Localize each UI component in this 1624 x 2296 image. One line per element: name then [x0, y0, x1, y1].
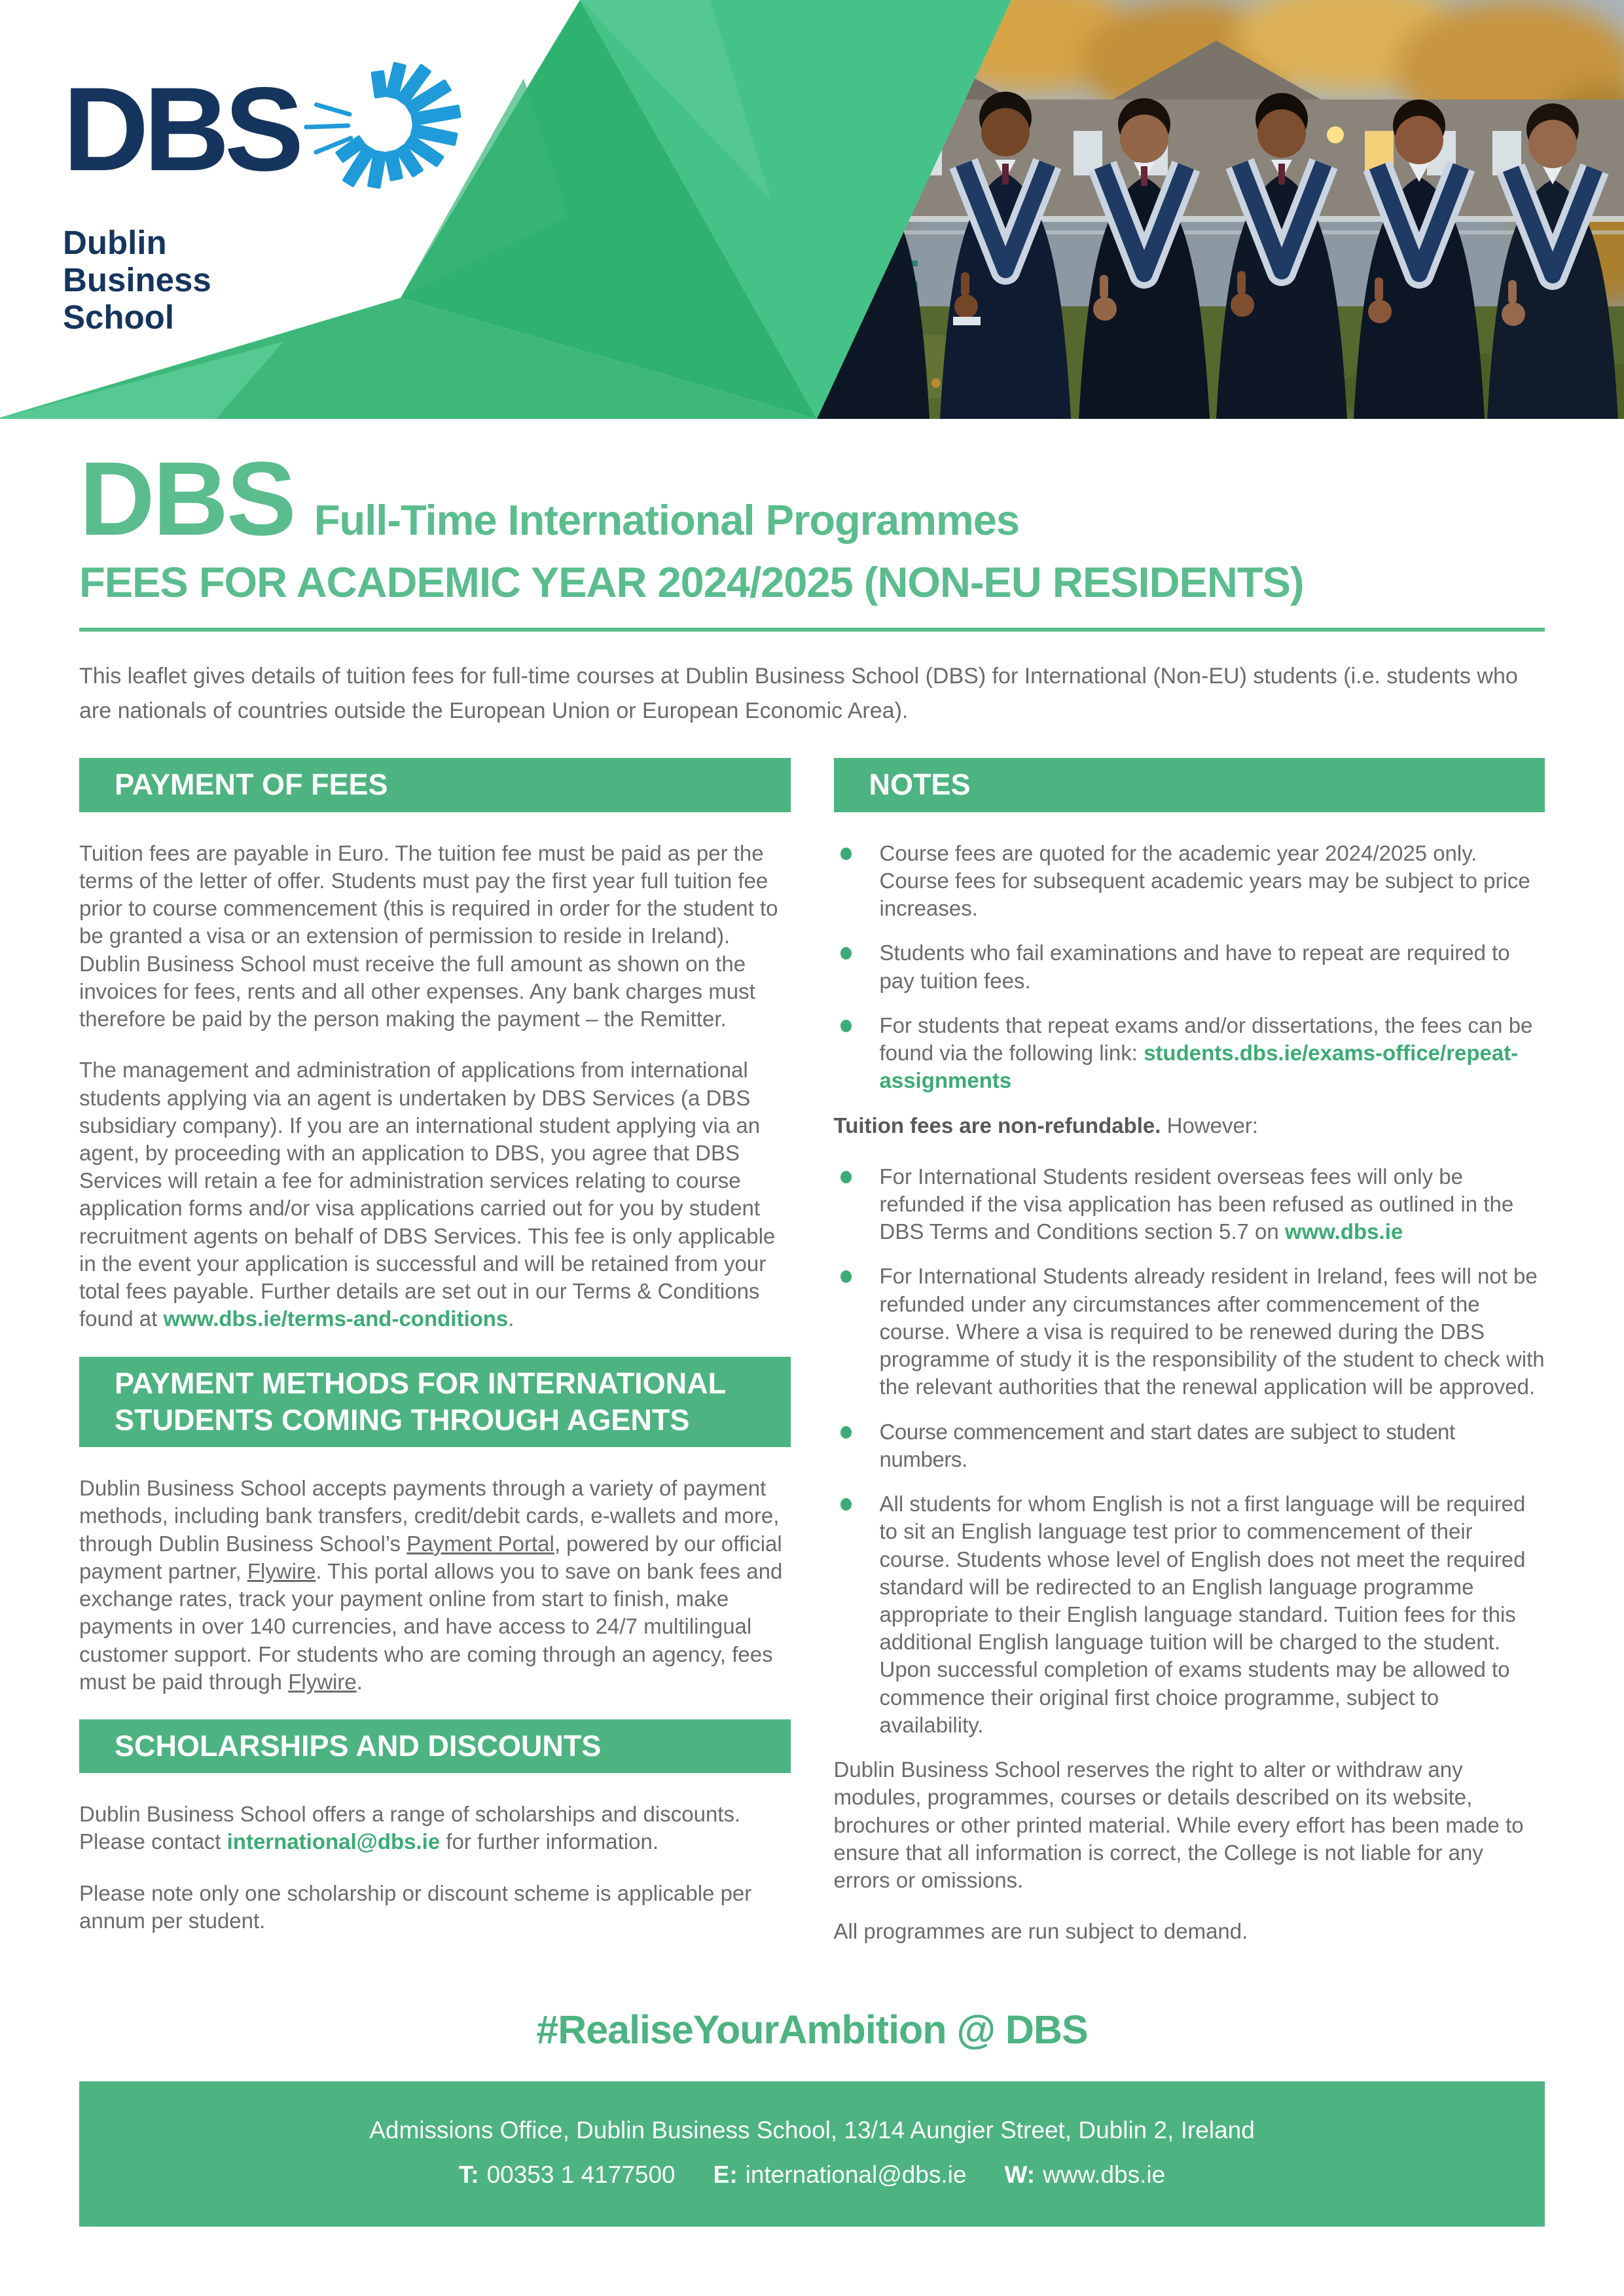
- bullet-text: Course commencement and start dates are subject to student numbers.: [879, 1419, 1455, 1471]
- intro-paragraph: This leaflet gives details of tuition fees for full-time courses at Dublin Business School (DBS) for International (Non-EU) students (i.e. students who are nationals of countries outside the European Union or European Economic Area).: [79, 664, 1518, 723]
- logo-acronym: DBS: [63, 62, 299, 196]
- note-bullet: [834, 1490, 1545, 1739]
- email-link[interactable]: international@dbs.ie: [745, 2161, 967, 2188]
- paragraph-text: Dublin Business School accepts payments through a variety of payment methods, including bank transfers, credit/debit cards, e-wallets and more, through Dublin Business School’s: [79, 1476, 780, 1556]
- demand-paragraph: All programmes are run subject to demand.: [833, 1919, 1248, 1944]
- left-column: [79, 758, 791, 1969]
- logo-line-3: School: [63, 298, 175, 336]
- address-line: Admissions Office, Dublin Business School, 13/14 Aungier Street, Dublin 2, Ireland: [369, 2117, 1255, 2144]
- section-heading-notes: NOTES: [834, 758, 1545, 812]
- bullet-icon: [840, 1426, 852, 1439]
- section-heading-payment-methods: PAYMENT METHODS FOR INTERNATIONAL STUDENTS COMING THROUGH AGENTS: [79, 1357, 791, 1448]
- paragraph-text: .: [356, 1669, 363, 1694]
- dbs-starburst-icon: [302, 42, 467, 207]
- dbs-website-link[interactable]: www.dbs.ie: [1284, 1219, 1403, 1244]
- note-bullet: [834, 1163, 1545, 1246]
- logo-wordmark: [63, 224, 467, 336]
- international-email-link[interactable]: international@dbs.ie: [226, 1829, 441, 1854]
- bullet-text: Students who fail examinations and have to repeat are required to pay tuition fees.: [879, 941, 1510, 993]
- logo-line-1: Dublin: [63, 224, 167, 261]
- note-bullet: [834, 840, 1545, 923]
- bullet-icon: [840, 1270, 852, 1283]
- bullet-text: For students that repeat exams and/or dissertations, the fees can be found via the following link:: [879, 1013, 1533, 1066]
- footer: [79, 2007, 1545, 2227]
- paragraph-text: However:: [1161, 1113, 1258, 1138]
- bullet-icon: [840, 1020, 852, 1032]
- flywire-link[interactable]: Flywire: [247, 1558, 316, 1583]
- repeat-assignments-link[interactable]: students.dbs.ie/exams-office/repeat-assignments: [879, 1041, 1519, 1093]
- page-title: [79, 440, 1545, 557]
- web-item: [1005, 2161, 1166, 2189]
- title-brand: DBS: [79, 440, 295, 557]
- note-bullet: [834, 1263, 1545, 1401]
- main-content: [0, 440, 1624, 1969]
- non-refundable-note: [834, 1112, 1545, 1139]
- hero-header: [0, 0, 1624, 419]
- title-subtitle: Full-Time International Programmes: [314, 496, 1020, 544]
- note-bullet: [834, 939, 1545, 994]
- payment-of-fees-paragraph-1: Tuition fees are payable in Euro. The tuition fee must be paid as per the terms of the letter of offer. Students must pay the first year full tuition fee prior to course commencement (this is required in order for the student to be granted a visa or an extension of permission to reside in Ireland). Dublin Business School must receive the full amount as shown on the invoices for fees, rents and all other expenses. Any bank charges must therefore be paid by the person making the payment – the Remitter.: [79, 840, 778, 1031]
- phone-item: [459, 2161, 676, 2189]
- contact-line: [92, 2161, 1532, 2189]
- web-label: W:: [1004, 2161, 1036, 2188]
- paragraph-text: , powered by our official payment partner,: [79, 1531, 782, 1583]
- bullet-icon: [840, 947, 852, 960]
- bullet-icon: [840, 1498, 852, 1511]
- phone-label: T:: [458, 2161, 479, 2188]
- title-fees-line: FEES FOR ACADEMIC YEAR 2024/2025 (NON-EU RESIDENTS): [79, 558, 1304, 606]
- flywire-link[interactable]: Flywire: [288, 1669, 357, 1694]
- paragraph-text: for further information.: [440, 1829, 659, 1854]
- right-column: [834, 758, 1545, 1969]
- payment-of-fees-paragraph-2: [79, 1056, 791, 1333]
- email-label: E:: [713, 2161, 738, 2188]
- bullet-text: For International Students already resident in Ireland, fees will not be refunded under any circumstances after commencement of the course. Where a visa is required to be renewed during the DBS programme of study it is the responsibility of the student to check with the relevant authorities that the renewal application will be approved.: [879, 1264, 1545, 1399]
- phone-number: 00353 1 4177500: [486, 2161, 676, 2188]
- paragraph-text: The management and administration of applications from international students applying via an agent is undertaken by DBS Services (a DBS subsidiary company). If you are an international student applying via an agent, by proceeding with an application to DBS, you agree that DBS Services will retain a fee for administration services relating to course application forms and/or visa applications carried out for you by student recruitment agents on behalf of DBS Services. This fee is only applicable in the event your application is successful and will be retained from your total fees payable. Further details are set out in our Terms & Conditions found at: [79, 1058, 776, 1331]
- terms-and-conditions-link[interactable]: www.dbs.ie/terms-and-conditions: [163, 1306, 509, 1331]
- bullet-icon: [840, 848, 852, 860]
- section-heading-payment-of-fees: PAYMENT OF FEES: [79, 758, 791, 812]
- email-item: [713, 2161, 967, 2189]
- scholarships-paragraph-2: Please note only one scholarship or discount scheme is applicable per annum per student.: [79, 1880, 752, 1933]
- payment-methods-paragraph: [79, 1475, 791, 1696]
- non-refundable-bold: Tuition fees are non-refundable.: [833, 1113, 1161, 1138]
- hashtag-slogan: #RealiseYourAmbition @ DBS: [536, 2007, 1088, 2052]
- disclaimer-paragraph: Dublin Business School reserves the right to alter or withdraw any modules, programmes, courses or details described on its website, brochures or other printed material. While every effort has been made to ensure that all information is correct, the College is not liable for any errors or omissions.: [833, 1757, 1524, 1893]
- bullet-icon: [840, 1171, 852, 1183]
- bullet-text: Course fees are quoted for the academic year 2024/2025 only. Course fees for subsequent academic years may be subject to price increases.: [879, 840, 1530, 921]
- bullet-text: All students for whom English is not a first language will be required to sit an English language test prior to commencement of their course. Students whose level of English does not meet the required standard will be redirected to an English language programme appropriate to their English language standard. Tuition fees for this additional English language tuition will be charged to the student. Upon successful completion of exams students may be allowed to commence their original first choice programme, subject to availability.: [879, 1492, 1526, 1737]
- website-link[interactable]: www.dbs.ie: [1043, 2161, 1166, 2188]
- notes-list: [834, 840, 1545, 1095]
- title-divider: [79, 628, 1545, 632]
- section-heading-scholarships: SCHOLARSHIPS AND DISCOUNTS: [79, 1719, 791, 1773]
- bullet-text: For International Students resident overseas fees will only be refunded if the visa application has been refused as outlined in the DBS Terms and Conditions section 5.7 on: [879, 1164, 1514, 1244]
- dbs-logo: [63, 51, 467, 336]
- contact-banner: [79, 2081, 1545, 2227]
- scholarships-paragraph-1: [79, 1801, 791, 1856]
- note-bullet: [834, 1418, 1545, 1473]
- paragraph-text: . This portal allows you to save on bank fees and exchange rates, track your payment online from start to finish, make payments in over 140 currencies, and have access to 24/7 multilingual customer support. For students who are coming through an agency, fees must be paid through: [79, 1558, 783, 1694]
- paragraph-text: Dublin Business School offers a range of scholarships and discounts. Please contact: [79, 1802, 741, 1854]
- note-bullet: [834, 1012, 1545, 1095]
- logo-line-2: Business: [63, 261, 211, 299]
- notes-list-2: [834, 1163, 1545, 1739]
- paragraph-text: .: [508, 1306, 514, 1331]
- payment-portal-link[interactable]: Payment Portal: [406, 1531, 554, 1556]
